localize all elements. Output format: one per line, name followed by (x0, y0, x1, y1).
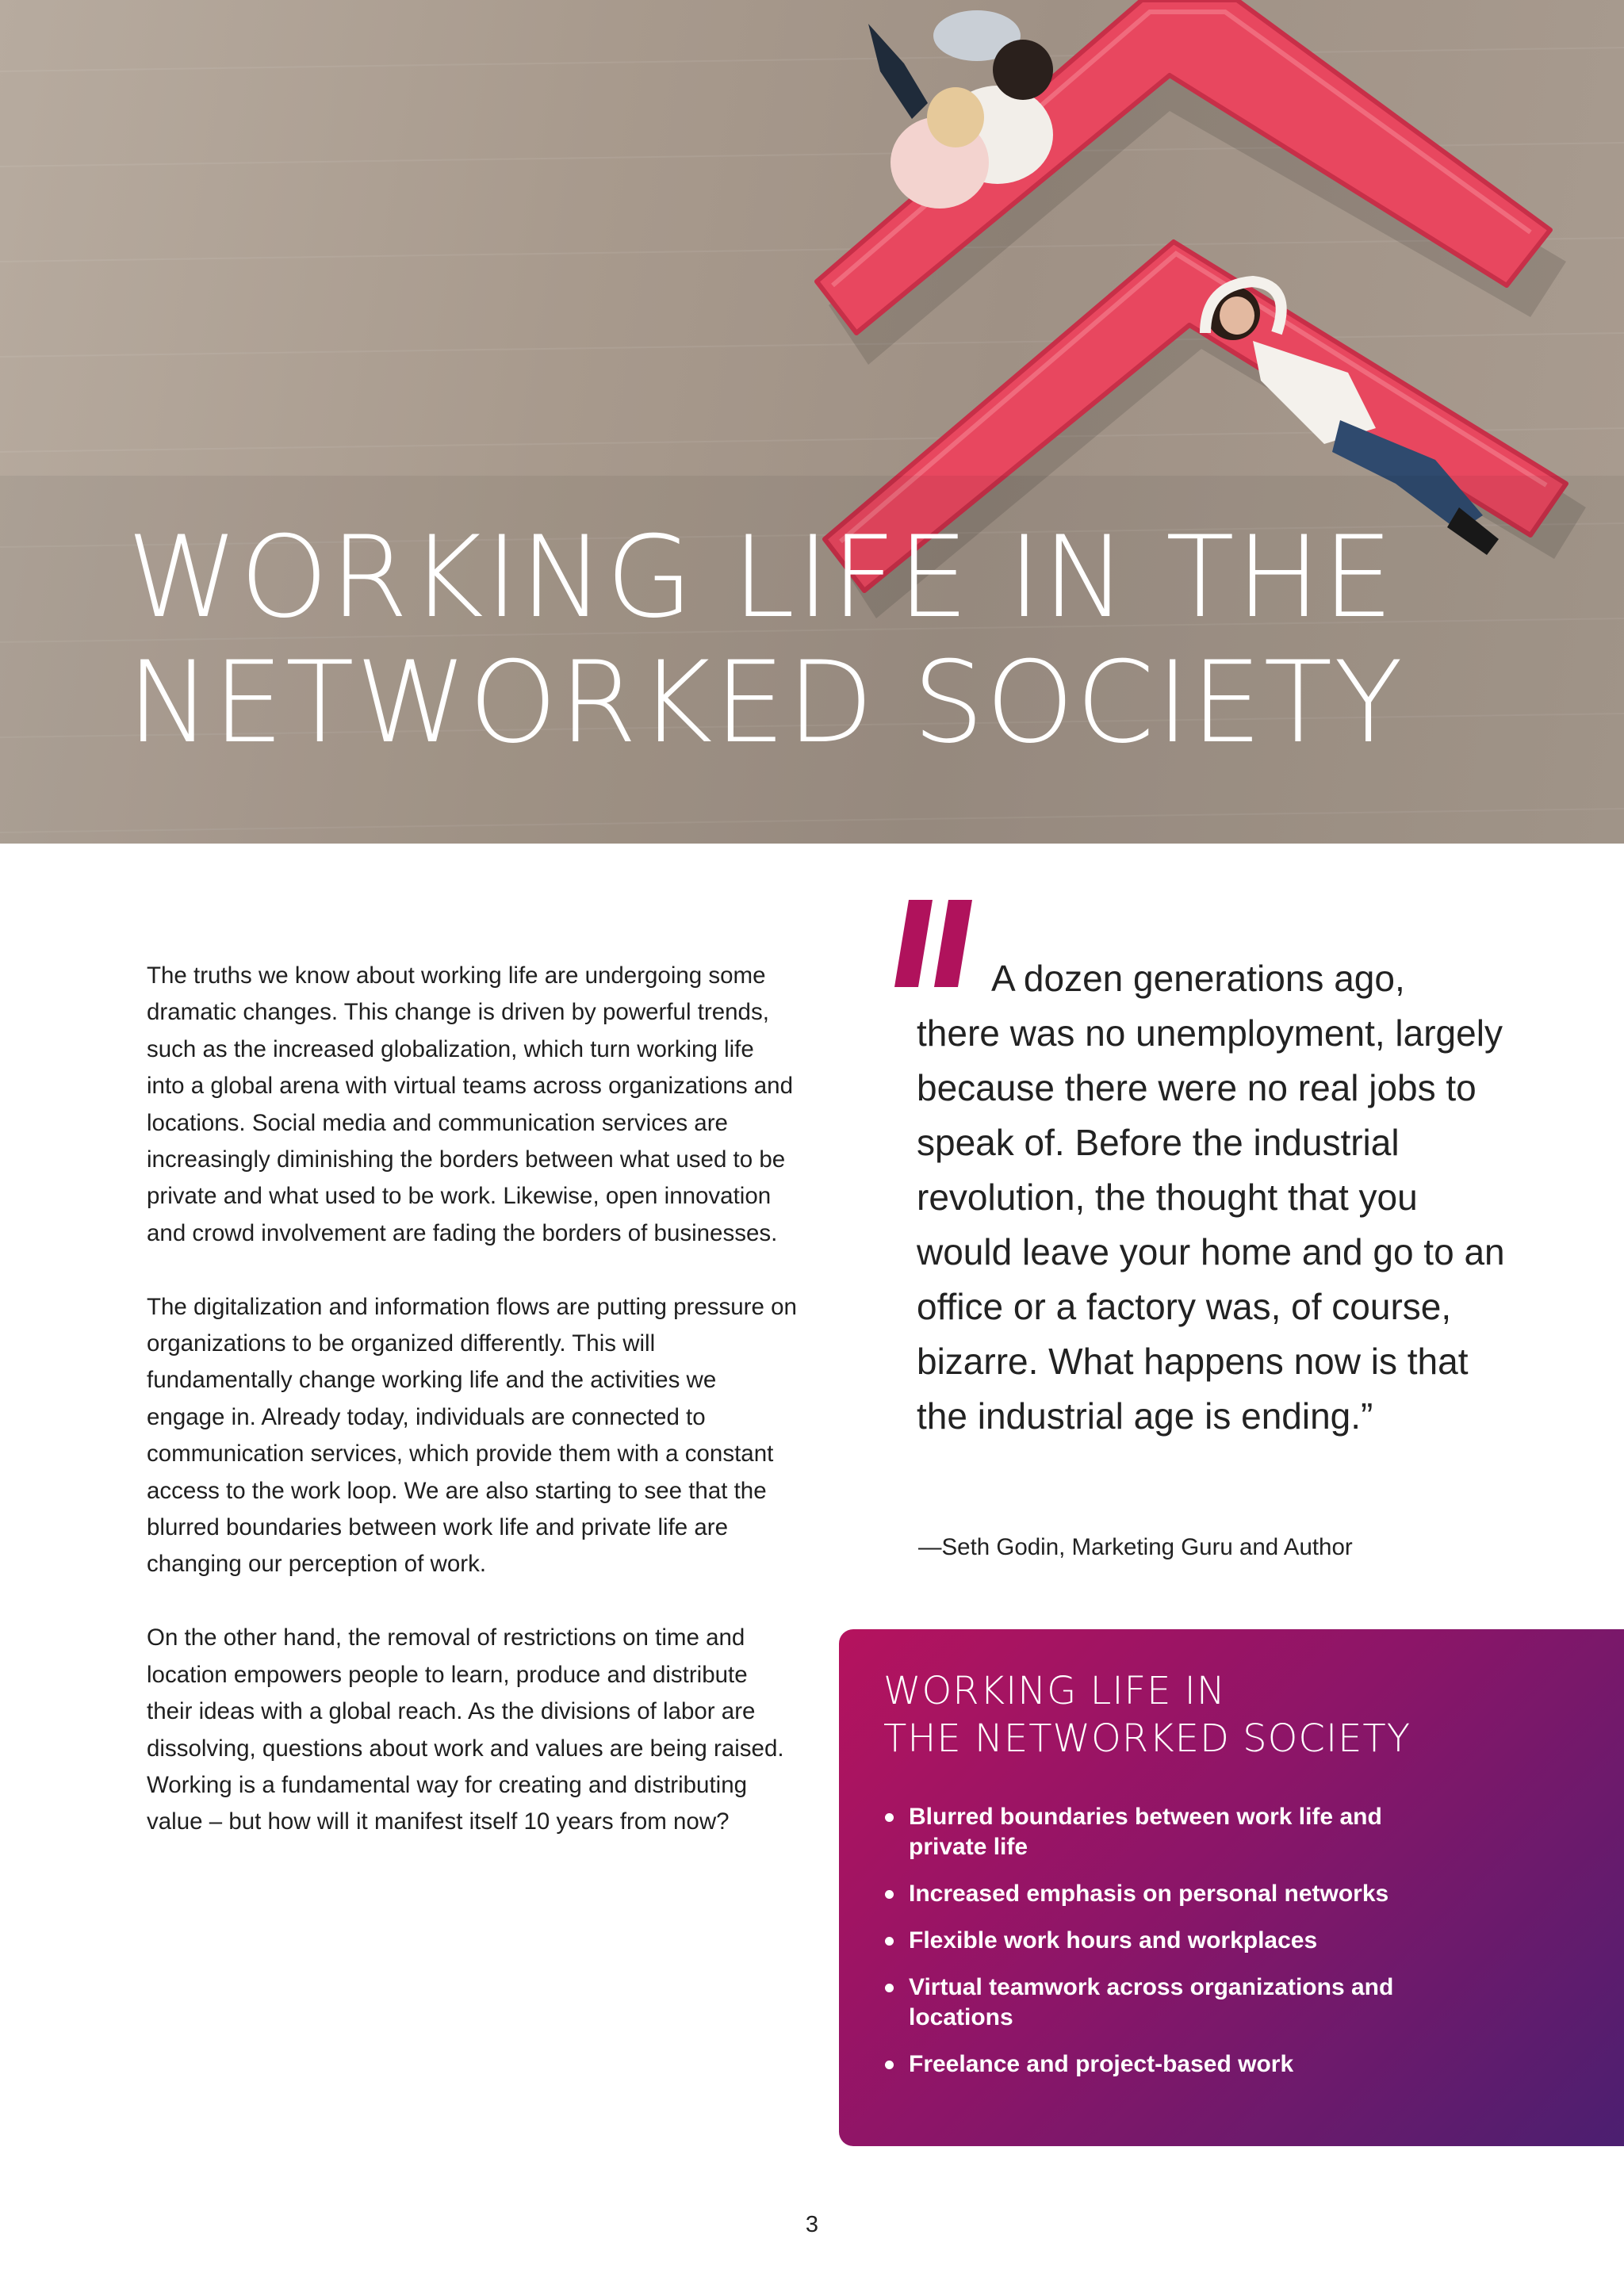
summary-list-item: Blurred boundaries between work life and private life (883, 1802, 1423, 1862)
pull-quote-text: there was no unemployment, largely because there were no real jobs to speak of. Before the industrial revolution, the thought that you would leave your home and go to an office or a factory was, of course, bizarre. What happens now is that the industrial age is ending.” (917, 1012, 1505, 1437)
summary-title-line-1: WORKING LIFE IN (883, 1669, 1226, 1713)
summary-box (839, 1629, 1624, 2146)
body-text (147, 958, 797, 1877)
hero-banner (0, 0, 1624, 844)
page-title (127, 512, 1404, 768)
summary-list-item: Virtual teamwork across organizations and locations (883, 1973, 1423, 2033)
summary-list-item: Increased emphasis on personal networks (883, 1879, 1423, 1909)
paragraph-3: On the other hand, the removal of restrictions on time and location empowers people to learn, produce and distribute their ideas with a global reach. As the divisions of labor are dissolving, questions about work and values are being raised. Working is a fundamental way for creating and distributing value – but how will it manifest itself 10 years from now? (147, 1624, 784, 1835)
summary-list-item: Flexible work hours and workplaces (883, 1926, 1423, 1956)
pull-quote (917, 951, 1519, 1444)
quote-attribution: —Seth Godin, Marketing Guru and Author (918, 1534, 1353, 1560)
paragraph-2: The digitalization and information flows are putting pressure on organizations to be organized differently. This will fundamentally change working life and the activities we engage in. Already today, individuals are connected to communication services, which provide them with a constant access to the work loop. We are also starting to see that the blurred boundaries between work life and private life are changing our perception of work. (147, 1293, 797, 1578)
pull-quote-first-line: A dozen generations ago, (991, 958, 1405, 999)
paragraph-1: The truths we know about working life are undergoing some dramatic changes. This change is driven by powerful trends, such as the increased globalization, which turn working life into a global arena with virtual teams across organizations and locations. Social media and communication services are increasingly diminishing the borders between what used to be private and what used to be work. Likewise, open innovation and crowd involvement are fading the borders of businesses. (147, 962, 793, 1246)
page-title-line-2: NETWORKED SOCIETY (127, 637, 1404, 768)
summary-title-line-2: THE NETWORKED SOCIETY (883, 1716, 1411, 1761)
summary-title (883, 1667, 1411, 1762)
page-title-line-1: WORKING LIFE IN THE (127, 512, 1396, 643)
summary-list (883, 1802, 1423, 2096)
page-number: 3 (805, 2212, 819, 2237)
summary-list-item: Freelance and project-based work (883, 2049, 1423, 2080)
